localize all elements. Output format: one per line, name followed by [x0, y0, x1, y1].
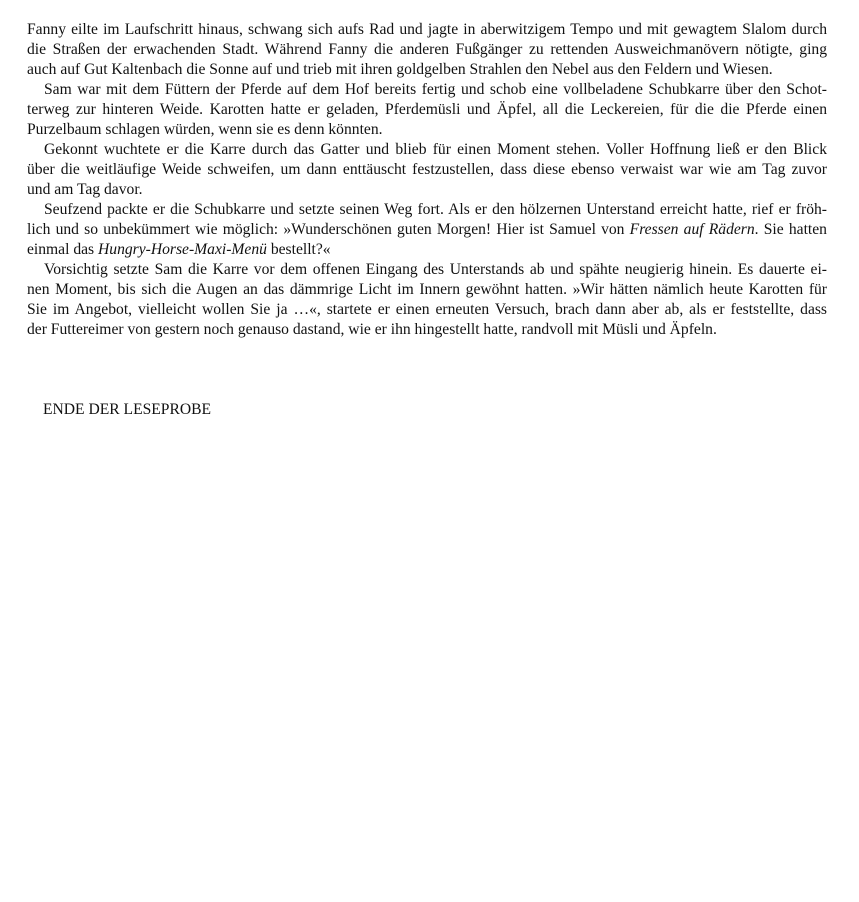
text-line: Vorsichtig setzte Sam die Karre vor dem offenen Eingang des Unterstands ab und spähte neugierig hinein. Es dauerte ei- [44, 261, 827, 278]
italic-title: Hungry-Horse-Maxi-Menü [98, 241, 267, 258]
text-line: der Futtereimer von gestern noch genauso dastand, wie er ihn hingestellt hatte, randvoll mit Müsli und Äpfeln. [27, 321, 717, 338]
text-line: lich und so unbekümmert wie möglich: »Wunderschönen guten Morgen! Hier ist Samuel von Fressen auf Rädern. Sie hatten [27, 221, 827, 238]
paragraph [27, 80, 827, 140]
paragraph [27, 260, 827, 340]
text-line: Sie im Angebot, vielleicht wollen Sie ja …«, startete er einen erneuten Versuch, brach dann aber ab, als er feststellte, dass [27, 301, 827, 318]
text-line: die Straßen der erwachenden Stadt. Während Fanny die anderen Fußgänger zu rettenden Ausweichmanövern nötigte, ging [27, 41, 827, 58]
text-line: nen Moment, bis sich die Augen an das dämmrige Licht im Innern gewöhnt hatten. »Wir hätten nämlich heute Karotten für [27, 281, 827, 298]
ending-label: ENDE DER LESEPROBE [43, 401, 212, 418]
text-line: Seufzend packte er die Schubkarre und setzte seinen Weg fort. Als er den hölzernen Unterstand erreicht hatte, rief er fröh- [44, 201, 827, 218]
text-line: Fanny eilte im Laufschritt hinaus, schwang sich aufs Rad und jagte in aberwitzigem Tempo und mit gewagtem Slalom durch [27, 21, 827, 38]
text-line: Gekonnt wuchtete er die Karre durch das Gatter und blieb für einen Moment stehen. Voller Hoffnung ließ er den Blick [44, 141, 827, 158]
text-line: Sam war mit dem Füttern der Pferde auf dem Hof bereits fertig und schob eine vollbeladene Schubkarre über den Schot- [44, 81, 827, 98]
text-line: und am Tag davor. [27, 181, 143, 198]
text-line: einmal das Hungry-Horse-Maxi-Menü bestellt?« [27, 241, 331, 258]
text-line: Purzelbaum schlagen würden, wenn sie es denn könnten. [27, 121, 383, 138]
paragraph [27, 20, 827, 80]
paragraph [27, 140, 827, 200]
text-line: terweg zur hinteren Weide. Karotten hatte er geladen, Pferdemüsli und Äpfel, all die Leckereien, für die die Pferde einen [27, 101, 827, 118]
paragraph [27, 200, 827, 260]
text-line: über die weitläufige Weide schweifen, um dann enttäuscht festzustellen, dass diese ebenso verwaist war wie am Tag zuvor [27, 161, 827, 178]
italic-title: Fressen auf Rädern [629, 221, 755, 238]
text-line: auch auf Gut Kaltenbach die Sonne auf und trieb mit ihren goldgelben Strahlen den Nebel aus den Feldern und Wiesen. [27, 61, 773, 78]
document-body [27, 20, 827, 340]
